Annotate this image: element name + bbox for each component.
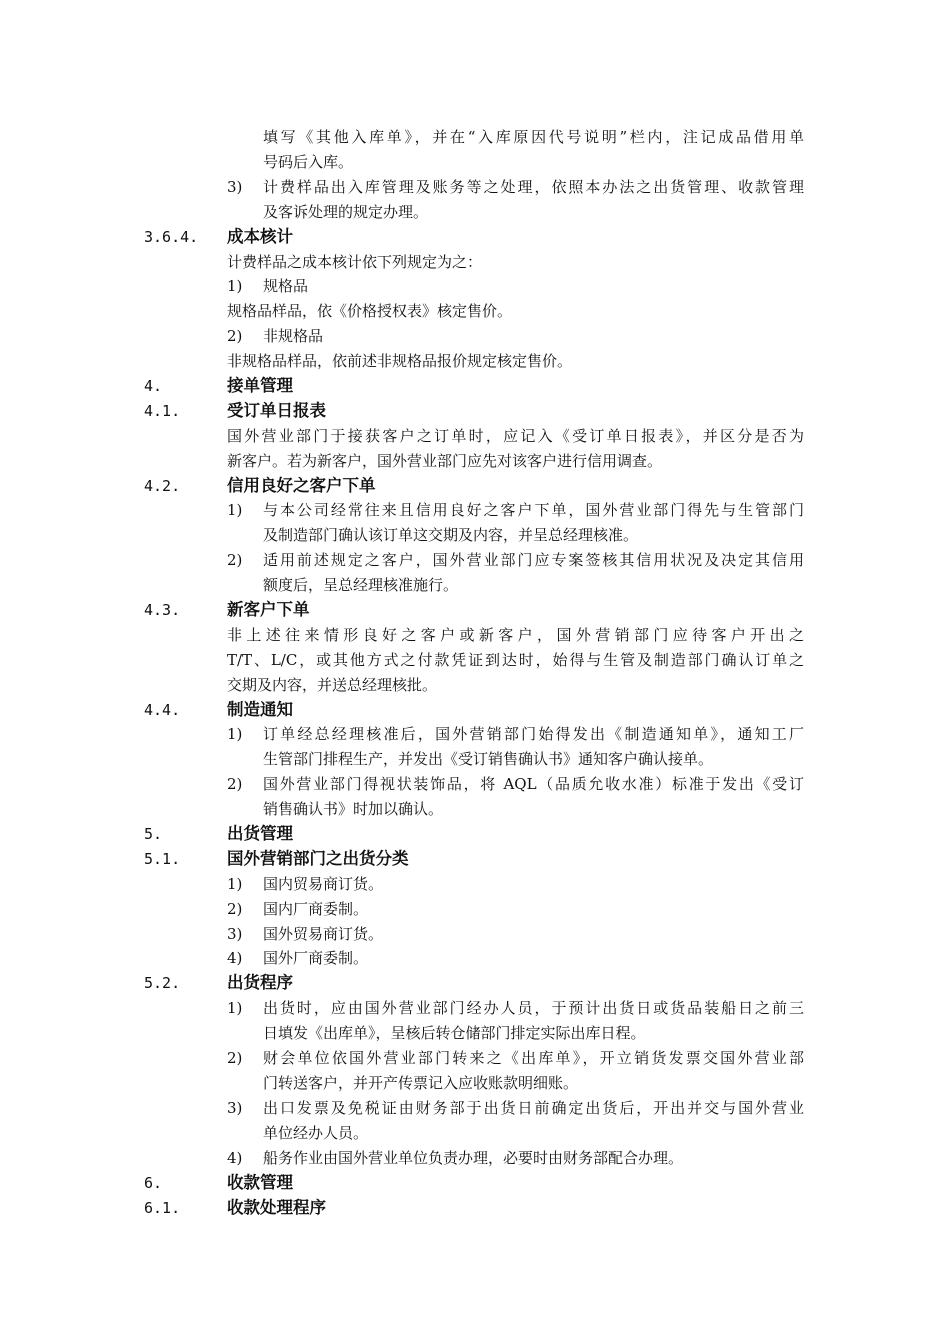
item-text: 财会单位依国外营业部门转来之《出库单》，开立销货发票交国外营业部	[263, 1049, 804, 1067]
item-text-continued: 销售确认书》时加以确认。	[263, 800, 444, 818]
section-number: 3.6.4.	[144, 228, 199, 246]
section-number: 5.1.	[144, 850, 181, 868]
item-number: 1)	[227, 999, 243, 1017]
item-text: 国内厂商委制。	[263, 900, 369, 918]
item-text: 国外营业部门得视状装饰品，将 AQL（品质允收水准）标准于发出《受订	[263, 775, 804, 793]
item-text: 计费样品出入库管理及账务等之处理，依照本办法之出货管理、收款管理	[263, 178, 804, 196]
section-heading: 制造通知	[227, 700, 293, 719]
item-text-continued: 门转送客户，并开产传票记入应收账款明细账。	[263, 1074, 579, 1092]
item-text-continued: 单位经办人员。	[263, 1124, 369, 1142]
item-text: 出货时，应由国外营业部门经办人员，于预计出货日或货品装船日之前三	[263, 999, 804, 1017]
item-number: 1)	[227, 725, 243, 743]
item-number: 4)	[227, 949, 243, 967]
item-number: 2)	[227, 1049, 243, 1067]
section-heading: 接单管理	[227, 376, 293, 395]
section-heading: 出货程序	[227, 973, 293, 992]
item-number: 2)	[227, 327, 243, 345]
paragraph-line: T/T、L/C，或其他方式之付款凭证到达时，始得与生管及制造部门确认订单之	[227, 651, 804, 669]
item-text: 适用前述规定之客户，国外营业部门应专案签核其信用状况及决定其信用	[263, 551, 804, 569]
item-text: 国内贸易商订货。	[263, 875, 384, 893]
section-heading: 收款管理	[227, 1173, 293, 1192]
item-number: 1)	[227, 277, 243, 295]
section-heading: 新客户下单	[227, 600, 310, 619]
section-heading: 成本核计	[227, 227, 293, 246]
paragraph-line: 国外营业部门于接获客户之订单时，应记入《受订单日报表》，并区分是否为	[227, 427, 804, 445]
section-heading: 出货管理	[227, 824, 293, 843]
section-number: 4.3.	[144, 601, 181, 619]
paragraph-line: 非上述往来情形良好之客户或新客户，国外营销部门应待客户开出之	[227, 626, 804, 644]
continued-item-line-1: 填写《其他入库单》，并在“入库原因代号说明”栏内，注记成品借用单	[263, 128, 804, 146]
section-number: 5.	[144, 825, 163, 843]
item-text-continued: 生管部门排程生产，并发出《受订销售确认书》通知客户确认接单。	[263, 750, 714, 768]
section-number: 4.4.	[144, 701, 181, 719]
section-number: 5.2.	[144, 974, 181, 992]
paragraph: 非规格品样品，依前述非规格品报价规定核定售价。	[227, 352, 573, 370]
item-text-continued: 及客诉处理的规定办理。	[263, 203, 429, 221]
item-text: 与本公司经常往来且信用良好之客户下单，国外营业部门得先与生管部门	[263, 501, 804, 519]
item-number: 2)	[227, 900, 243, 918]
section-number: 6.	[144, 1174, 163, 1192]
item-text: 非规格品	[263, 327, 324, 345]
item-text-continued: 日填发《出库单》，呈核后转仓储部门排定实际出库日程。	[263, 1024, 646, 1042]
item-number: 2)	[227, 775, 243, 793]
section-number: 4.2.	[144, 477, 181, 495]
item-number: 4)	[227, 1149, 243, 1167]
section-number: 4.	[144, 377, 163, 395]
paragraph: 计费样品之成本核计依下列规定为之：	[227, 253, 483, 271]
item-text: 国外贸易商订货。	[263, 925, 384, 943]
item-text-continued: 额度后，呈总经理核准施行。	[263, 576, 459, 594]
paragraph: 规格品样品，依《价格授权表》核定售价。	[227, 302, 513, 320]
section-heading: 国外营销部门之出货分类	[227, 849, 409, 868]
item-number: 1)	[227, 875, 243, 893]
item-text-continued: 及制造部门确认该订单这交期及内容，并呈总经理核准。	[263, 526, 639, 544]
section-number: 6.1.	[144, 1199, 181, 1217]
section-heading: 收款处理程序	[227, 1198, 326, 1217]
item-text: 出口发票及免税证由财务部于出货日前确定出货后，开出并交与国外营业	[263, 1099, 804, 1117]
section-heading: 信用良好之客户下单	[227, 476, 376, 495]
item-text: 船务作业由国外营业单位负责办理，必要时由财务部配合办理。	[263, 1149, 684, 1167]
section-number: 4.1.	[144, 402, 181, 420]
item-number: 3)	[227, 178, 243, 196]
item-number: 3)	[227, 1099, 243, 1117]
paragraph-line: 交期及内容，并送总经理核批。	[227, 676, 438, 694]
item-number: 3)	[227, 925, 243, 943]
item-number: 2)	[227, 551, 243, 569]
continued-item-line-2: 号码后入库。	[263, 153, 354, 171]
item-text: 规格品	[263, 277, 309, 295]
paragraph-line: 新客户。若为新客户，国外营业部门应先对该客户进行信用调查。	[227, 452, 663, 470]
item-text: 国外厂商委制。	[263, 949, 369, 967]
item-number: 1)	[227, 501, 243, 519]
section-heading: 受订单日报表	[227, 401, 326, 420]
item-text: 订单经总经理核准后，国外营销部门始得发出《制造通知单》，通知工厂	[263, 725, 804, 743]
